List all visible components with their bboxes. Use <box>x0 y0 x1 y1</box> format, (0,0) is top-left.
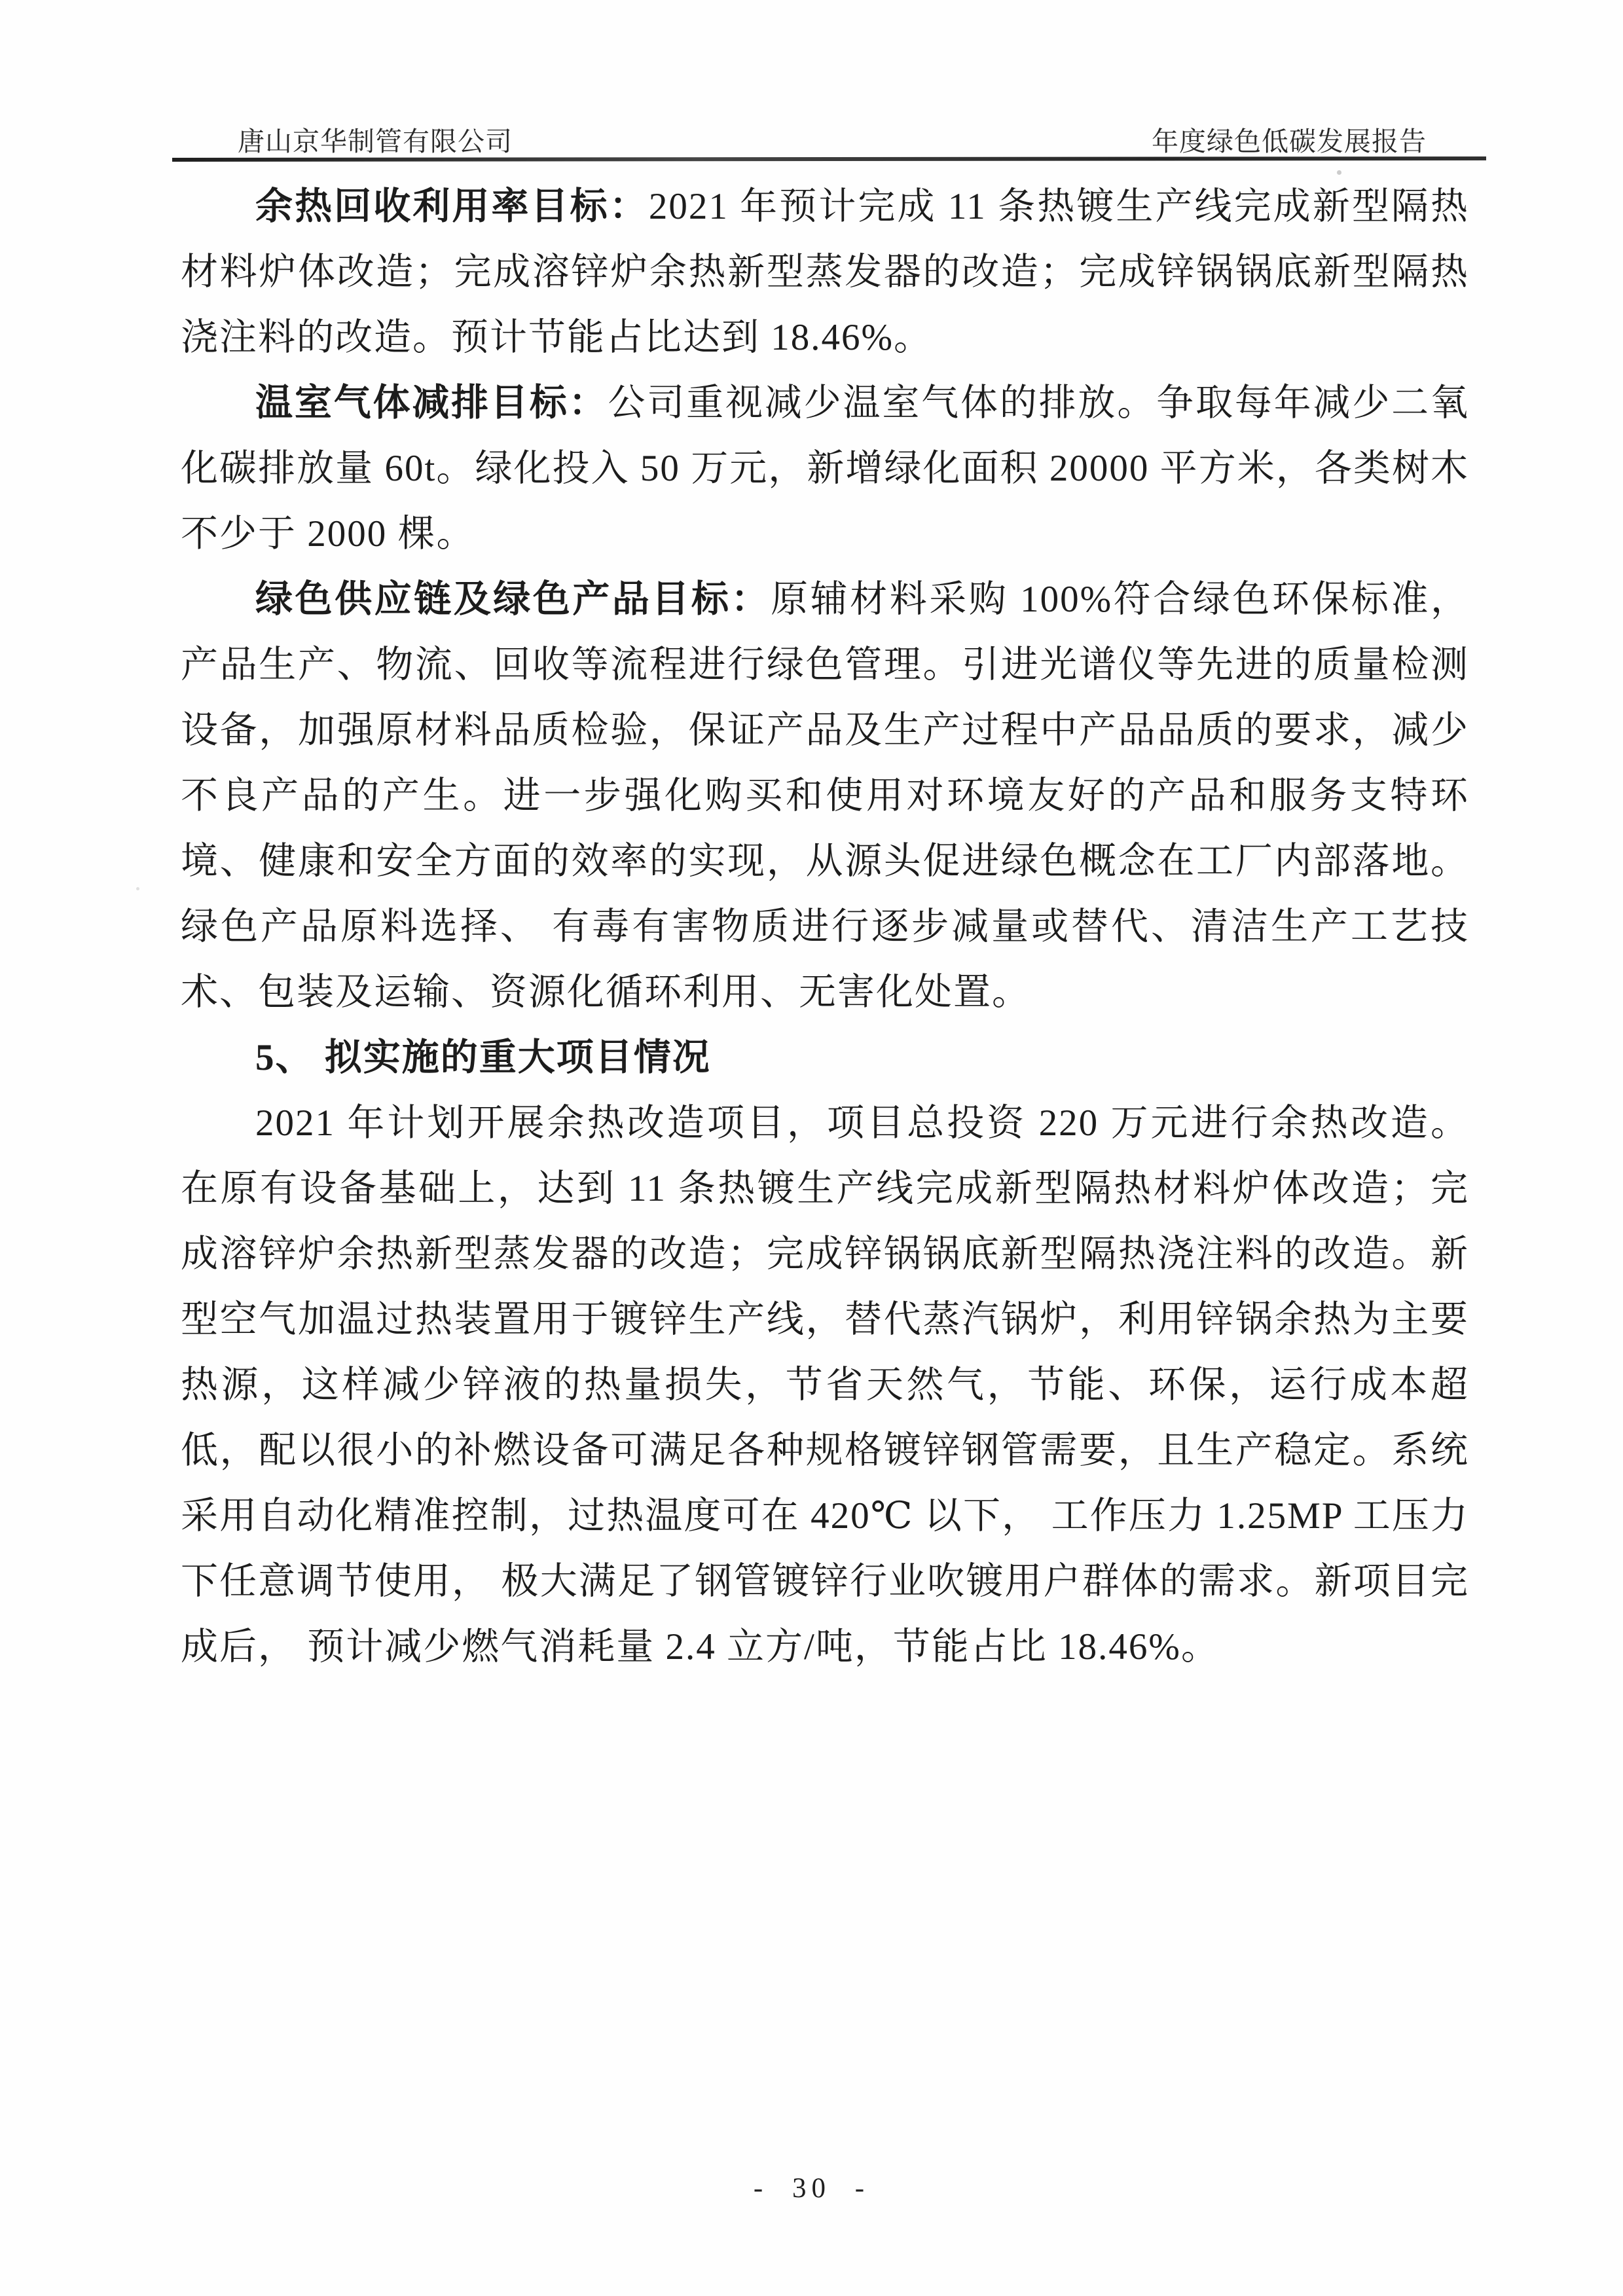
header-divider-line <box>172 156 1486 162</box>
header-report-title: 年度绿色低碳发展报告 <box>1152 126 1427 156</box>
paragraph-lead-waste-heat: 余热回收利用率目标： <box>255 186 649 227</box>
paragraph-major-project-details <box>181 1091 1469 1680</box>
scan-speck <box>979 1318 983 1321</box>
paragraph-text-green-supply-chain: 原辅材料采购 100%符合绿色环保标准，产品生产、物流、回收等流程进行绿色管理。引进光谱仪等先进的质量检测设备，加强原材料品质检验，保证产品及生产过程中产品品质的要求，减少不良产品的产生。进一步强化购买和使用对环境友好的产品和服务支特环境、健康和安全方面的效率的实现，从源头促进绿色概念在工厂内部落地。绿色产品原料选择、 有毒有害物质进行逐步减量或替代、清洁生产工艺技术、包装及运输、资源化循环利用、无害化处置。 <box>181 579 1470 1013</box>
document-body <box>181 174 1469 1680</box>
paragraph-text-waste-heat: 2021 年预计完成 11 条热镀生产线完成新型隔热材料炉体改造；完成溶锌炉余热新型蒸发器的改造；完成锌锅锅底新型隔热浇注料的改造。预计节能占比达到 18.46%。 <box>181 186 1470 358</box>
paragraph-text-major-project: 2021 年计划开展余热改造项目，项目总投资 220 万元进行余热改造。在原有设备基础上，达到 11 条热镀生产线完成新型隔热材料炉体改造；完成溶锌炉余热新型蒸发器的改造；完成锌锅锅底新型隔热浇注料的改造。新型空气加温过热装置用于镀锌生产线，替代蒸汽锅炉，利用锌锅余热为主要热源，这样减少锌液的热量损失，节省天然气，节能、环保，运行成本超低，配以很小的补燃设备可满足各种规格镀锌钢管需要，且生产稳定。系统采用自动化精准控制，过热温度可在 420℃ 以下， 工作压力 1.25MP 工压力下任意调节使用， 极大满足了钢管镀锌行业吹镀用户群体的需求。新项目完成后， 预计减少燃气消耗量 2.4 立方/吨，节能占比 18.46%。 <box>181 1102 1469 1667</box>
page-number: - 30 - <box>753 2173 870 2204</box>
paragraph-lead-green-supply-chain: 绿色供应链及绿色产品目标： <box>255 579 771 620</box>
paragraph-text-greenhouse-gas: 公司重视减少温室气体的排放。争取每年减少二氧化碳排放量 60t。绿化投入 50 万元，新增绿化面积 20000 平方米，各类树木不少于 2000 棵。 <box>181 382 1469 555</box>
paragraph-greenhouse-gas-target <box>181 371 1469 567</box>
header-company-name: 唐山京华制管有限公司 <box>238 126 513 156</box>
page-header <box>238 120 1427 158</box>
paragraph-green-supply-chain-target <box>181 567 1469 1025</box>
scan-speck <box>1337 170 1341 175</box>
scan-speck <box>136 887 139 890</box>
paragraph-lead-greenhouse-gas: 温室气体减排目标： <box>255 382 608 424</box>
page-footer <box>0 2172 1623 2204</box>
section-heading-major-projects: 5、 拟实施的重大项目情况 <box>255 1037 711 1078</box>
paragraph-waste-heat-recovery-target <box>181 174 1469 371</box>
